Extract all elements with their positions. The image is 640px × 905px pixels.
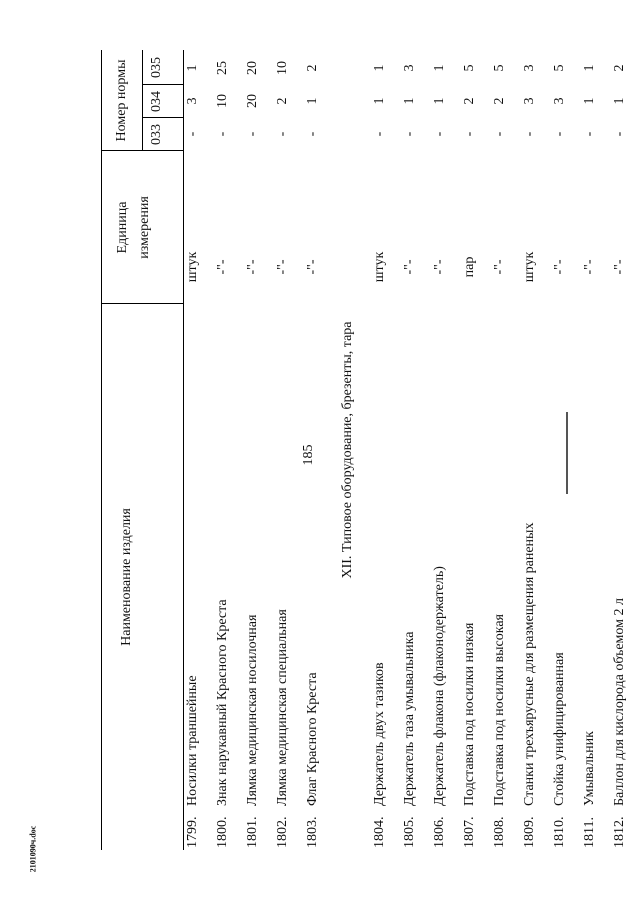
header-unit-line2: измерения (137, 196, 152, 259)
table-row (275, 50, 295, 850)
header-norm: Номер нормы (114, 59, 129, 142)
norm-035-value: 1 (372, 64, 387, 72)
table-row (305, 50, 325, 850)
item-unit: -"- (305, 259, 320, 275)
norm-033-value: - (612, 131, 627, 137)
header-norm-035: 035 (149, 57, 164, 78)
norm-034-value: 2 (492, 97, 507, 105)
table-row (432, 50, 452, 850)
norm-033-value: - (275, 131, 290, 137)
header-norm-033: 033 (149, 124, 164, 145)
item-name: Носилки траншейные (185, 675, 200, 806)
header-name: Наименование изделия (119, 508, 134, 646)
norm-033-value: - (552, 131, 567, 137)
table-row (185, 50, 205, 850)
item-name: Лямка медицинская носилочная (245, 614, 260, 806)
norm-034-value: 1 (612, 97, 627, 105)
item-number: 1802. (275, 816, 290, 848)
norm-035-value: 2 (612, 64, 627, 72)
norm-034-value: 1 (305, 97, 320, 105)
norm-033-value: - (522, 131, 537, 137)
norm-034-value: 3 (552, 97, 567, 105)
section-title: XII. Типовое оборудование, брезенты, тара (340, 321, 355, 579)
item-number: 1801. (245, 816, 260, 848)
item-number: 1805. (402, 816, 417, 848)
item-name: Подставка под носилки низкая (462, 622, 477, 806)
header-norm-034: 034 (149, 91, 164, 112)
item-unit: -"- (492, 259, 507, 275)
norm-035-value: 5 (552, 64, 567, 72)
item-number: 1806. (432, 816, 447, 848)
norm-034-value: 1 (372, 97, 387, 105)
page-number: 185 (301, 444, 316, 466)
item-number: 1811. (582, 817, 597, 848)
norm-034-value: 1 (402, 97, 417, 105)
item-number: 1804. (372, 816, 387, 848)
table-row (402, 50, 422, 850)
item-name: Флаг Красного Креста (305, 672, 320, 806)
norm-034-value: 2 (462, 97, 477, 105)
table-row (245, 50, 265, 850)
table-row (522, 50, 542, 850)
norm-035-value: 10 (275, 61, 290, 75)
header-bottom-rule (183, 50, 184, 850)
item-name: Держатель двух тазиков (372, 662, 387, 806)
norm-035-value: 3 (522, 64, 537, 72)
item-unit: штук (522, 251, 537, 283)
norm-033-value: - (582, 131, 597, 137)
norm-035-value: 20 (245, 61, 260, 75)
table-row (612, 50, 632, 850)
header-top-rule (101, 50, 102, 850)
norm-034-value: 3 (185, 97, 200, 105)
norm-033-value: - (492, 131, 507, 137)
norm-035-value: 1 (432, 64, 447, 72)
norm-035-value: 1 (582, 64, 597, 72)
header-norm-subrule (142, 50, 143, 151)
norm-034-value: 1 (432, 97, 447, 105)
item-unit: пар (462, 256, 477, 278)
item-number: 1809. (522, 816, 537, 848)
item-unit: -"- (582, 259, 597, 275)
norm-033-value: - (245, 131, 260, 137)
item-unit: штук (185, 251, 200, 283)
item-name: Станки трехъярусные для размещения раненых (522, 522, 537, 806)
table-row (372, 50, 392, 850)
norm-034-value: 10 (215, 94, 230, 108)
item-unit: -"- (432, 259, 447, 275)
norm-034-value: 1 (582, 97, 597, 105)
item-name: Подставка под носилки высокая (492, 614, 507, 806)
item-name: Лямка медицинская специальная (275, 609, 290, 806)
item-number: 1803. (305, 816, 320, 848)
item-unit: -"- (215, 259, 230, 275)
item-unit: -"- (552, 259, 567, 275)
footer-file-code: 2101090ч.doc (28, 825, 38, 873)
table-row (462, 50, 482, 850)
norm-033-value: - (462, 131, 477, 137)
norm-035-value: 25 (215, 61, 230, 75)
norm-034-value: 20 (245, 94, 260, 108)
item-name: Держатель таза умывальника (402, 631, 417, 806)
item-unit: штук (372, 251, 387, 283)
item-name: Стойка унифицированная (552, 652, 567, 806)
norm-033-value: - (215, 131, 230, 137)
norm-035-value: 3 (402, 64, 417, 72)
item-name: Держатель флакона (флаконодержатель) (432, 566, 447, 806)
item-name: Умывальник (582, 731, 597, 806)
item-unit: -"- (612, 259, 627, 275)
item-unit: -"- (275, 259, 290, 275)
norm-033-value: - (402, 131, 417, 137)
item-name: Баллон для кислорода объемом 2 л (612, 598, 627, 806)
table-row (492, 50, 512, 850)
norm-035-value: 5 (462, 64, 477, 72)
section-title-row (340, 50, 360, 850)
header-unit-line1: Единица (115, 201, 130, 254)
norm-035-value: 1 (185, 64, 200, 72)
item-number: 1808. (492, 816, 507, 848)
norm-033-value: - (432, 131, 447, 137)
norm-035-value: 5 (492, 64, 507, 72)
table-row (582, 50, 602, 850)
norm-033-value: - (372, 131, 387, 137)
item-number: 1799. (185, 816, 200, 848)
norm-033-value: - (185, 131, 200, 137)
rotated-table (101, 50, 636, 850)
norm-033-value: - (305, 131, 320, 137)
norm-035-value: 2 (305, 64, 320, 72)
item-number: 1800. (215, 816, 230, 848)
table-header (101, 50, 183, 850)
item-unit: -"- (245, 259, 260, 275)
item-number: 1807. (462, 816, 477, 848)
item-name: Знак нарукавный Красного Креста (215, 599, 230, 806)
item-unit: -"- (402, 259, 417, 275)
table-row (215, 50, 235, 850)
norm-034-value: 3 (522, 97, 537, 105)
item-number: 1810. (552, 816, 567, 848)
item-number: 1812. (612, 816, 627, 848)
table-row (552, 50, 572, 850)
norm-034-value: 2 (275, 97, 290, 105)
